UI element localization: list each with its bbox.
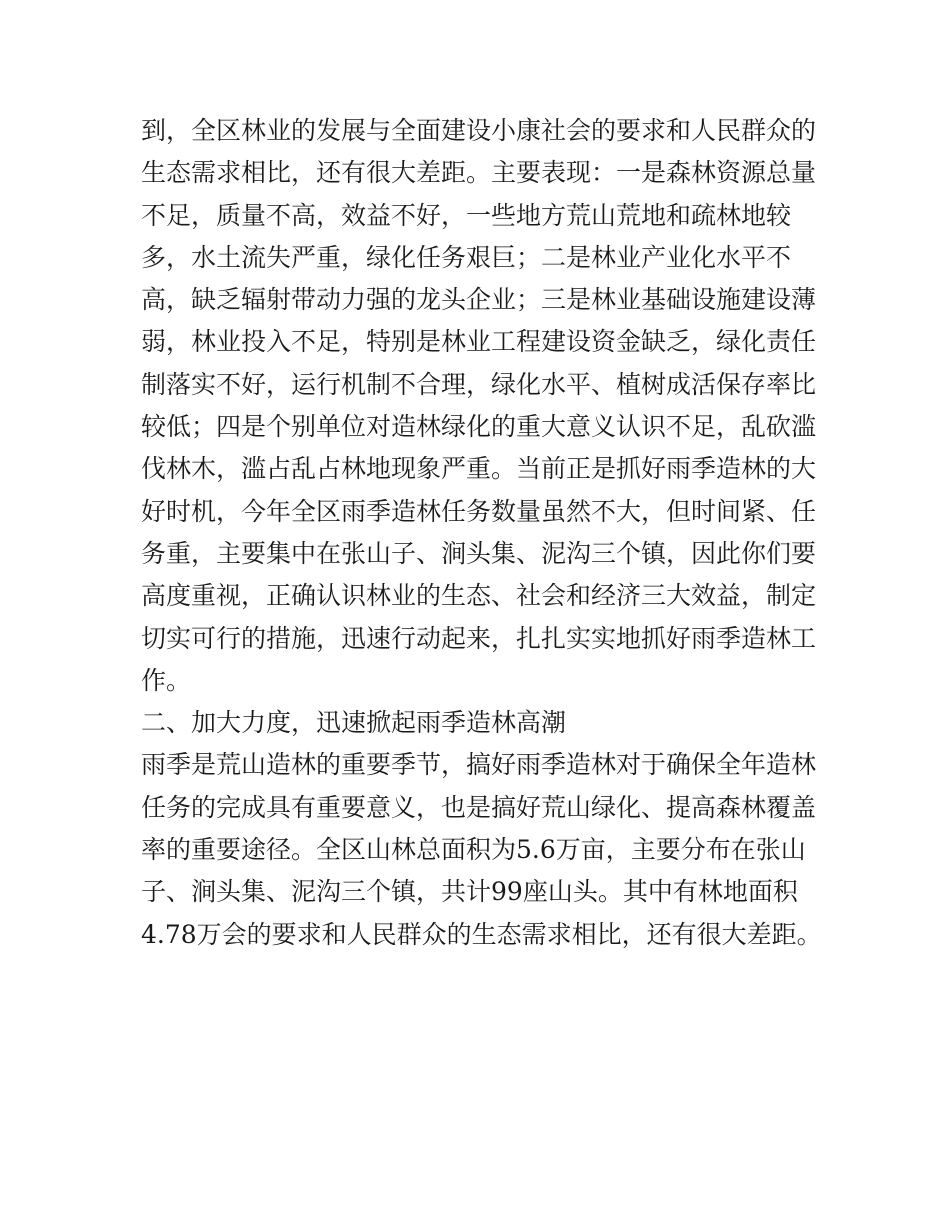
- body-text: [141, 110, 821, 956]
- text-line: 4.78万会的要求和人民群众的生态需求相比，还有很大差距。: [141, 919, 822, 949]
- text-line: 作。: [141, 665, 192, 695]
- text-line: 率的重要途径。全区山林总面积为5.6万亩，主要分布在张山: [141, 835, 806, 865]
- text-line: 务重，主要集中在张山子、涧头集、泥沟三个镇，因此你们要: [141, 538, 817, 568]
- text-line: 不足，质量不高，效益不好，一些地方荒山荒地和疏林地较: [141, 200, 792, 230]
- text-line: 雨季是荒山造林的重要季节，搞好雨季造林对于确保全年造林: [141, 750, 817, 780]
- text-line: 高，缺乏辐射带动力强的龙头企业；三是林业基础设施建设薄: [141, 285, 817, 315]
- text-line: 子、涧头集、泥沟三个镇，共计99座山头。其中有林地面积: [141, 877, 798, 907]
- text-line: 切实可行的措施，迅速行动起来，扎扎实实地抓好雨季造林工: [141, 623, 817, 653]
- text-line: 多，水土流失严重，绿化任务艰巨；二是林业产业化水平不: [141, 242, 792, 272]
- section-heading: 二、加大力度，迅速掀起雨季造林高潮: [141, 708, 567, 738]
- text-line: 伐林木，滥占乱占林地现象严重。当前正是抓好雨季造林的大: [141, 454, 817, 484]
- text-line: 好时机，今年全区雨季造林任务数量虽然不大，但时间紧、任: [141, 496, 817, 526]
- text-line: 弱，林业投入不足，特别是林业工程建设资金缺乏，绿化责任: [141, 327, 817, 357]
- text-line: 高度重视，正确认识林业的生态、社会和经济三大效益，制定: [141, 581, 817, 611]
- text-line: 生态需求相比，还有很大差距。主要表现：一是森林资源总量: [141, 158, 817, 188]
- text-line: 到，全区林业的发展与全面建设小康社会的要求和人民群众的: [141, 116, 817, 145]
- text-line: 较低；四是个别单位对造林绿化的重大意义认识不足，乱砍滥: [141, 412, 817, 442]
- text-line: 制落实不好，运行机制不合理，绿化水平、植树成活保存率比: [141, 369, 817, 399]
- text-line: 任务的完成具有重要意义，也是搞好荒山绿化、提高森林覆盖: [141, 792, 817, 822]
